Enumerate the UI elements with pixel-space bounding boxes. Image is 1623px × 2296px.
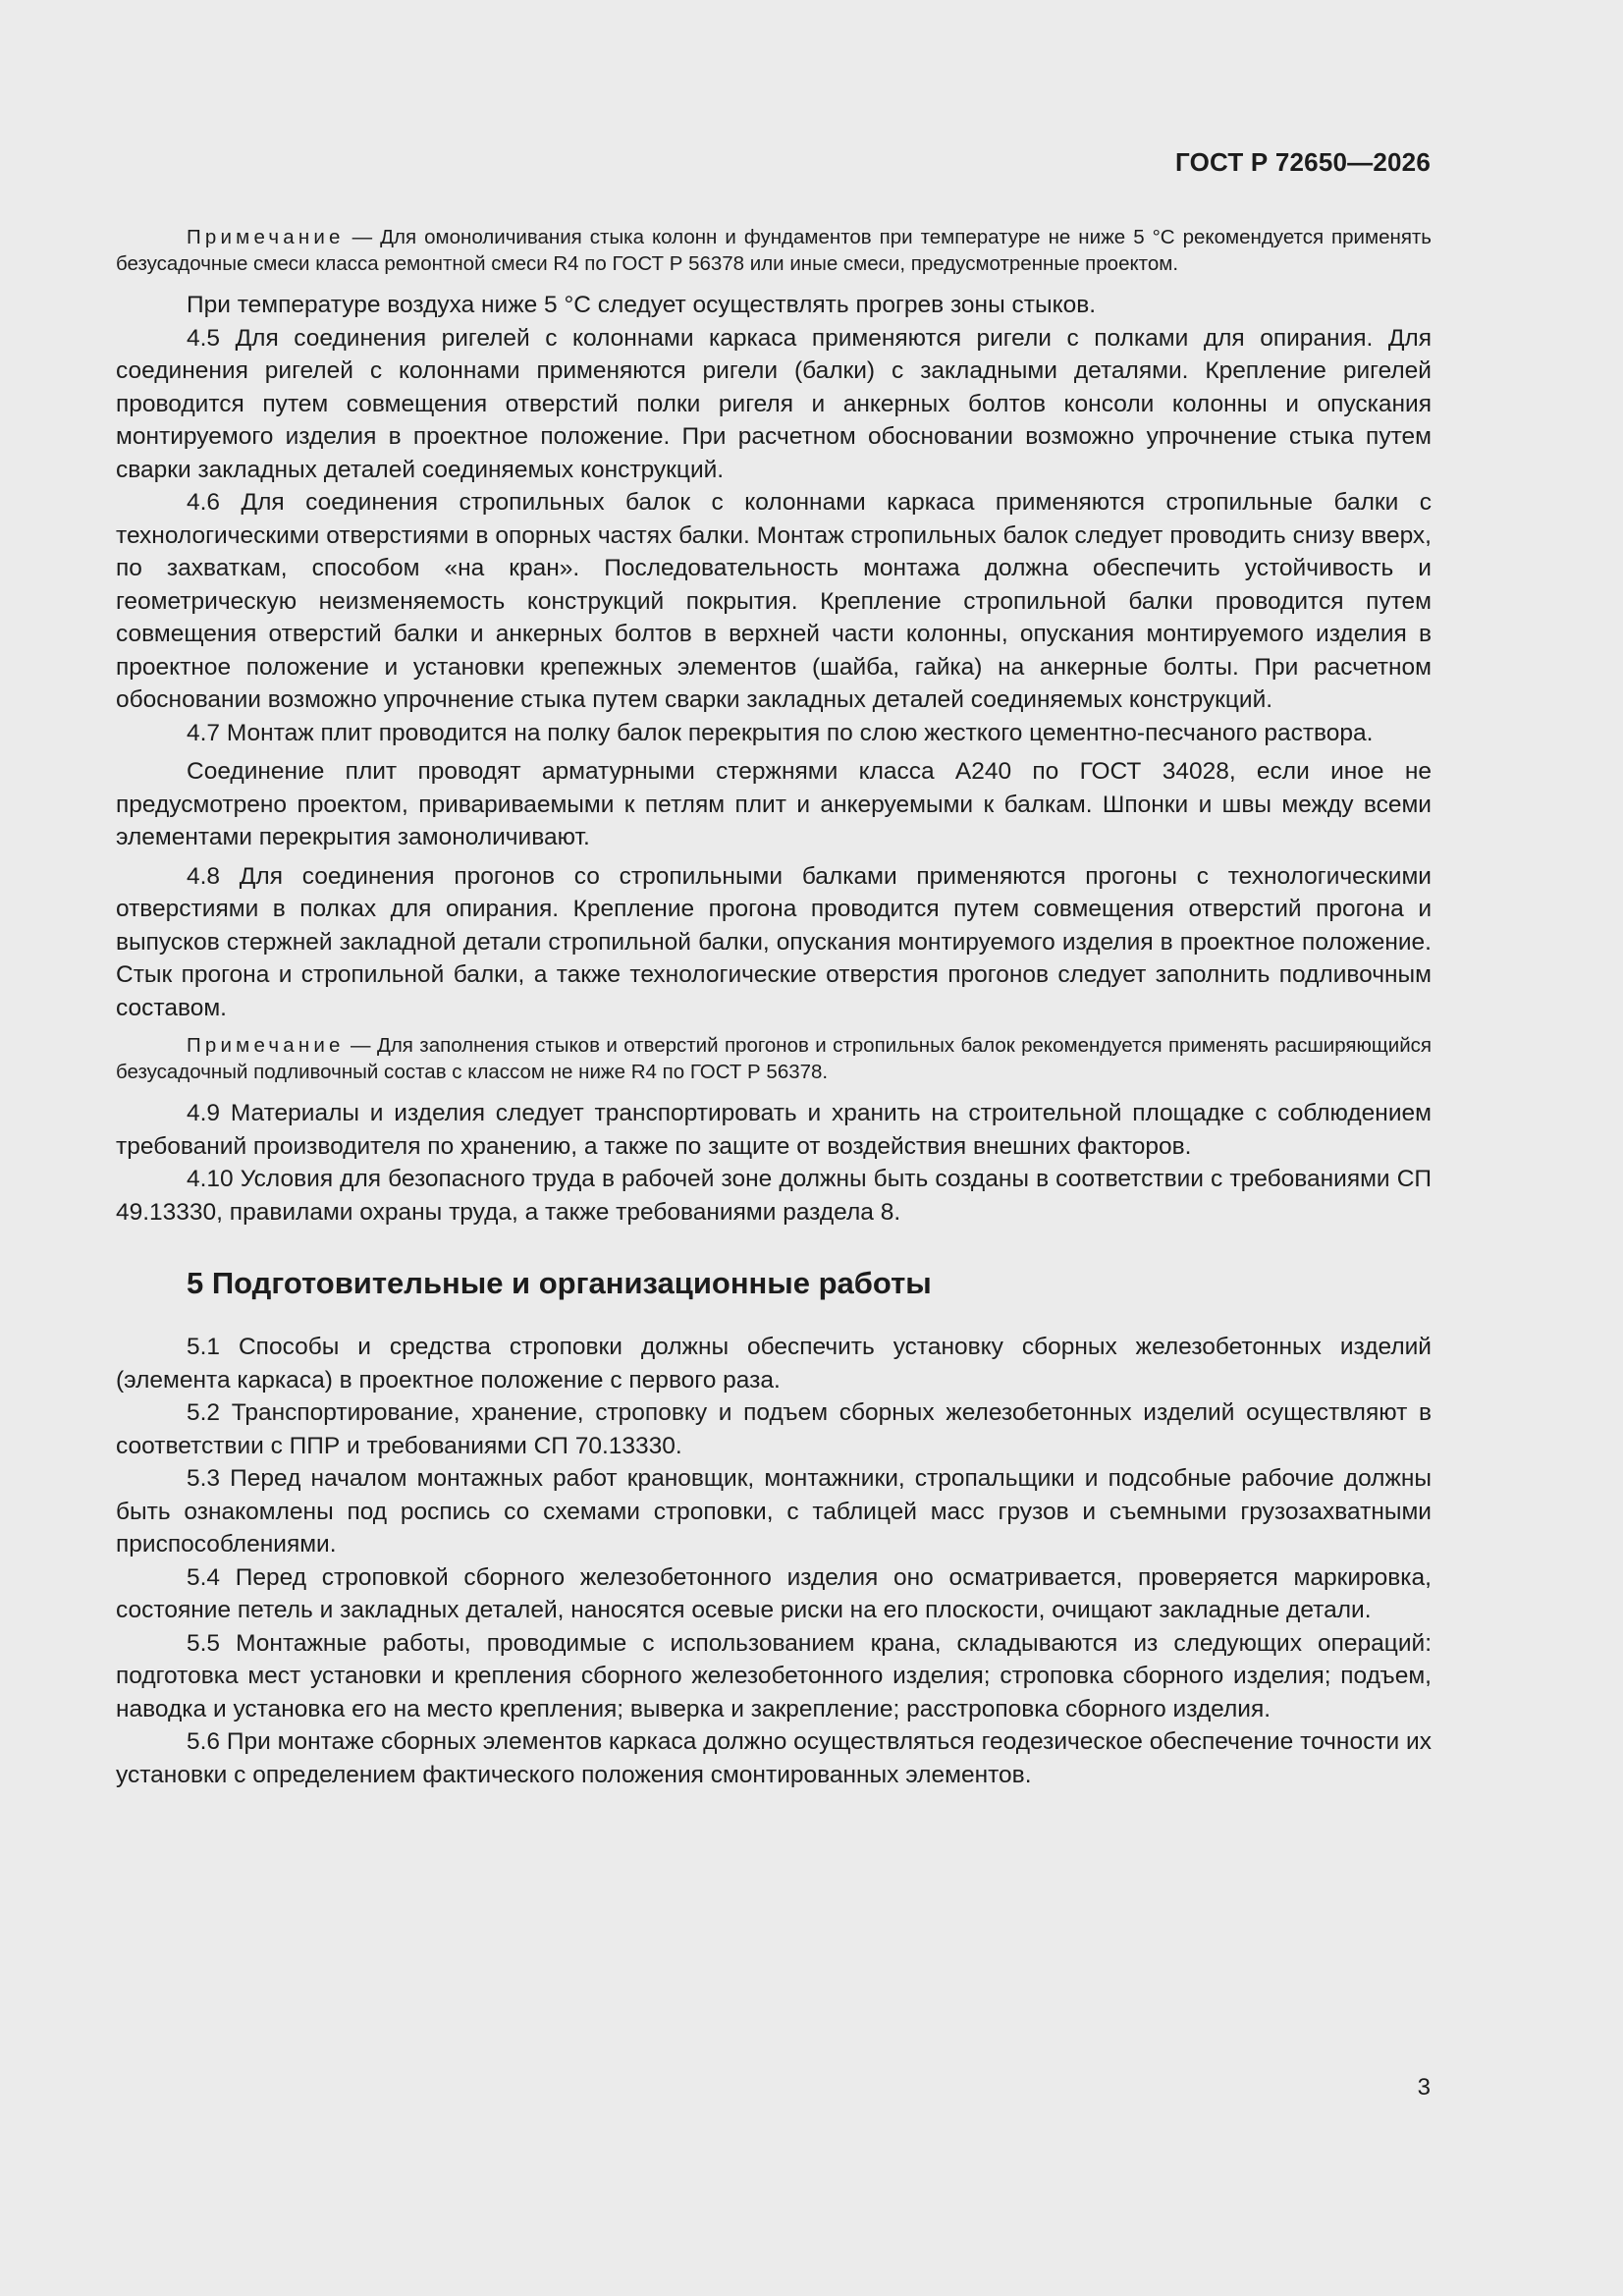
paragraph-slab-connection: Соединение плит проводят арматурными стержнями класса А240 по ГОСТ 34028, если иное не предусмотрено проектом, привариваемыми к петлям плит и анкеруемыми к балкам. Шпонки и швы между всеми элементами перекрытия замоноличивают.	[116, 758, 1432, 850]
paragraph-4-10: 4.10 Условия для безопасного труда в рабочей зоне должны быть созданы в соответствии с требованиями СП 49.13330, правилами охраны труда, а также требованиями раздела 8.	[116, 1166, 1432, 1226]
note-text: — Для заполнения стыков и отверстий прогонов и стропильных балок рекомендуется применять расширяющийся безусадочный подливочный состав с классом не ниже R4 по ГОСТ Р 56378.	[116, 1034, 1432, 1083]
document-body	[116, 224, 1432, 1791]
paragraph-heating: При температуре воздуха ниже 5 °С следует осуществлять прогрев зоны стыков.	[187, 292, 1097, 318]
paragraph-4-6: 4.6 Для соединения стропильных балок с колоннами каркаса применяются стропильные балки с технологическими отверстиями в опорных частях балки. Монтаж стропильных балок следует проводить снизу вверх, по захваткам, способом «на кран». Последовательность монтажа должна обеспечить устойчивость и геометрическую неизменяемость конструкций покрытия. Крепление стропильной балки проводится путем совмещения отверстий балки и анкерных болтов в верхней части колонны, опускания монтируемого изделия в проектное положение и установки крепежных элементов (шайба, гайка) на анкерные болты. При расчетном обосновании возможно упрочнение стыка путем сварки закладных деталей соединяемых конструкций.	[116, 489, 1432, 713]
paragraph-4-8: 4.8 Для соединения прогонов со стропильными балками применяются прогоны с технологическими отверстиями в полках для опирания. Крепление прогона проводится путем совмещения отверстий прогона и выпусков стержней закладной детали стропильной балки, опускания монтируемого изделия в проектное положение. Стык прогона и стропильной балки, а также технологические отверстия прогонов следует заполнить подливочным составом.	[116, 862, 1432, 1021]
document-header: ГОСТ Р 72650—2026	[1175, 147, 1431, 177]
paragraph-5-1: 5.1 Способы и средства строповки должны обеспечить установку сборных железобетонных изделий (элемента каркаса) в проектное положение с первого раза.	[116, 1334, 1432, 1394]
note-text: — Для омоноличивания стыка колонн и фундаментов при температуре не ниже 5 °С рекомендуется применять безусадочные смеси класса ремонтной смеси R4 по ГОСТ Р 56378 или иные смеси, предусмотренные проектом.	[116, 226, 1432, 275]
paragraph-4-9: 4.9 Материалы и изделия следует транспортировать и хранить на строительной площадке с соблюдением требований производителя по хранению, а также по защите от воздействия внешних факторов.	[116, 1100, 1432, 1160]
note-2	[116, 1032, 1432, 1085]
section-5-heading: 5 Подготовительные и организационные работы	[187, 1266, 932, 1300]
paragraph-5-4: 5.4 Перед строповкой сборного железобетонного изделия оно осматривается, проверяется маркировка, состояние петель и закладных деталей, наносятся осевые риски на его плоскости, очищают закладные детали.	[116, 1563, 1432, 1623]
paragraph-5-5: 5.5 Монтажные работы, проводимые с использованием крана, складываются из следующих операций: подготовка мест установки и крепления сборного железобетонного изделия; строповка сборного изделия; подъем, наводка и установка его на место крепления; выверка и закрепление; расстроповка сборного изделия.	[116, 1629, 1432, 1722]
page-number: 3	[1417, 2074, 1431, 2101]
paragraph-4-5: 4.5 Для соединения ригелей с колоннами каркаса применяются ригели с полками для опирания. Для соединения ригелей с колоннами применяются ригели (балки) с закладными деталями. Крепление ригелей проводится путем совмещения отверстий полки ригеля и анкерных болтов консоли колонны и опускания монтируемого изделия в проектное положение. При расчетном обосновании возможно упрочнение стыка путем сварки закладных деталей соединяемых конструкций.	[116, 324, 1432, 483]
note-1	[116, 224, 1432, 277]
note-label: Примечание	[187, 226, 345, 248]
paragraph-5-2: 5.2 Транспортирование, хранение, строповку и подъем сборных железобетонных изделий осуществляют в соответствии с ППР и требованиями СП 70.13330.	[116, 1399, 1432, 1459]
paragraph-5-6: 5.6 При монтаже сборных элементов каркаса должно осуществляться геодезическое обеспечение точности их установки с определением фактического положения смонтированных элементов.	[116, 1728, 1432, 1788]
paragraph-5-3: 5.3 Перед началом монтажных работ крановщик, монтажники, стропальщики и подсобные рабочие должны быть ознакомлены под роспись со схемами строповки, с таблицей масс грузов и съемными грузозахватными приспособлениями.	[116, 1465, 1432, 1558]
note-label: Примечание	[187, 1034, 345, 1057]
paragraph-4-7: 4.7 Монтаж плит проводится на полку балок перекрытия по слою жесткого цементно-песчаного раствора.	[187, 719, 1374, 746]
